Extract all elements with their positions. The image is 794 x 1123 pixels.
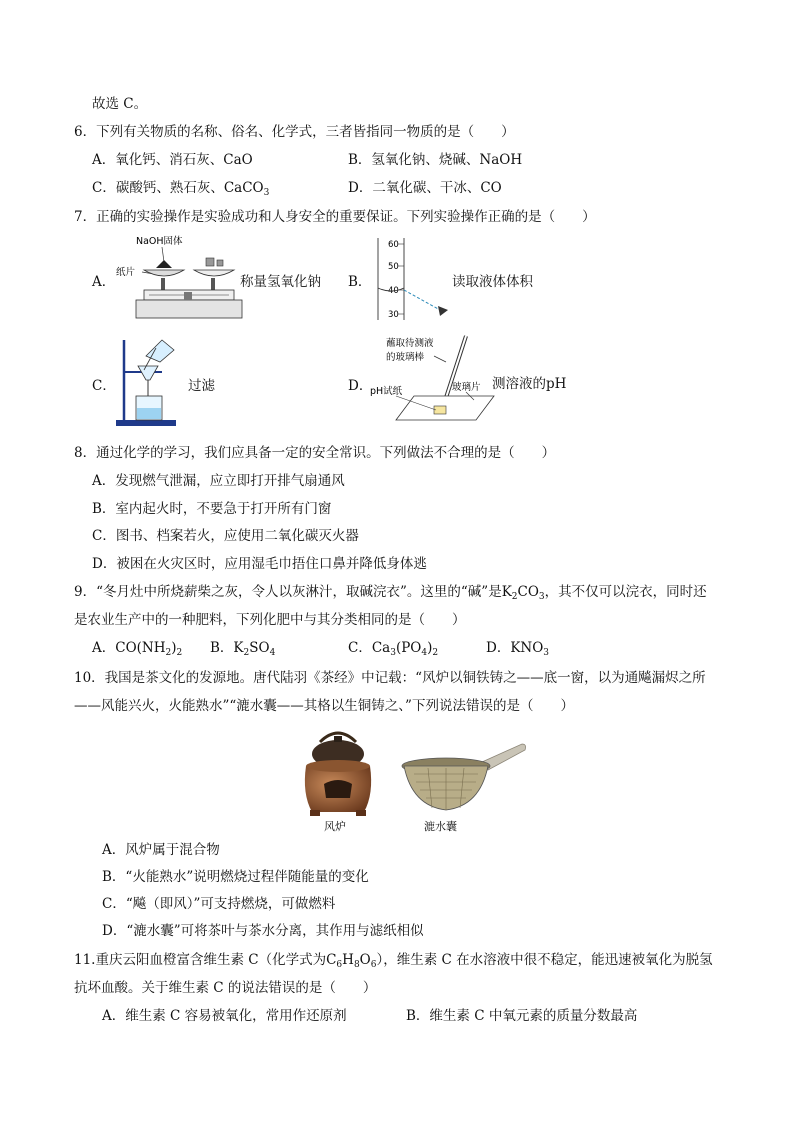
- q6-option-a: A．氧化钙、消石灰、CaO: [92, 152, 253, 168]
- q9-option-d: D．$KNO_3$: [486, 640, 550, 658]
- filtration-figure: [112, 336, 182, 428]
- glass-slide-label: 玻璃片: [452, 382, 481, 393]
- intro-text: 故选 C。: [92, 96, 148, 112]
- q9-stem-line1: 9．“冬月灶中所烧薪柴之灰，令人以灰淋汁，取碱浣衣”。这里的“碱”是$K_2CO_3$，其不仅可以浣衣，同时还: [74, 584, 707, 602]
- tick-30: 30: [388, 310, 399, 320]
- caption-wind-stove: 风炉: [324, 820, 346, 833]
- q7-option-c-desc: 过滤: [188, 378, 215, 394]
- eye-icon: [438, 306, 448, 316]
- q7-option-b-label: B．: [348, 274, 372, 290]
- q10-option-c: C．“飚（即风）”可支持燃烧，可做燃料: [102, 896, 336, 912]
- strainer-image: [398, 740, 528, 814]
- q9-option-c: C．$Ca_3(PO_4)_2$: [348, 640, 439, 658]
- rod-label-line1: 蘸取待测液: [386, 338, 434, 349]
- q7-option-a-desc: 称量氢氧化钠: [240, 274, 321, 290]
- q10-stem-line1: 10．我国是茶文化的发源地。唐代陆羽《茶经》中记载：“风炉以铜铁铸之——底一窗，以为通飚漏烬之所: [74, 670, 706, 686]
- rod-label-line2: 的玻璃棒: [386, 352, 425, 363]
- q11-option-a: A．维生素 C 容易被氧化，常用作还原剂: [102, 1008, 347, 1024]
- q7-option-a-label: A．: [92, 274, 116, 290]
- caption-strainer: 漉水囊: [424, 820, 457, 833]
- q6-option-c: C．碳酸钙、熟石灰、CaCO$_3$: [92, 180, 270, 198]
- q7-stem: 7．正确的实验操作是实验成功和人身安全的重要保证。下列实验操作正确的是（ ）: [74, 209, 596, 225]
- q8-stem: 8．通过化学的学习，我们应具备一定的安全常识。下列做法不合理的是（ ）: [74, 445, 556, 461]
- q11-option-b: B．维生素 C 中氧元素的质量分数最高: [406, 1008, 638, 1024]
- graduated-cylinder-figure: [368, 236, 458, 322]
- tick-60: 60: [388, 240, 399, 250]
- q7-option-b-desc: 读取液体体积: [452, 274, 533, 290]
- naoh-solid-label: NaOH固体: [136, 236, 183, 247]
- paper-label: 纸片: [116, 267, 136, 278]
- q10-option-d: D．“漉水囊”可将茶叶与茶水分离，其作用与滤纸相似: [102, 923, 424, 939]
- q6-stem: 6．下列有关物质的名称、俗名、化学式，三者皆指同一物质的是（ ）: [74, 124, 515, 140]
- tick-50: 50: [388, 262, 399, 272]
- ph-paper-label: pH试纸: [370, 386, 403, 397]
- q11-stem-line2: 抗坏血酸。关于维生素 C 的说法错误的是（ ）: [74, 980, 377, 996]
- q8-option-d: D．被困在火灾区时，应用湿毛巾捂住口鼻并降低身体逃: [92, 556, 427, 572]
- q10-option-a: A．风炉属于混合物: [102, 842, 220, 858]
- q7-option-d-label: D．: [348, 378, 373, 394]
- q8-option-c: C．图书、档案若火，应使用二氧化碳灭火器: [92, 528, 359, 544]
- q6-option-d: D．二氧化碳、干冰、CO: [348, 180, 502, 196]
- q6-option-b: B．氢氧化钠、烧碱、NaOH: [348, 152, 523, 168]
- q7-option-d-desc: 测溶液的pH: [492, 376, 567, 392]
- q9-stem-line2: 是农业生产中的一种肥料，下列化肥中与其分类相同的是（ ）: [74, 612, 466, 628]
- q11-stem-line1: 11.重庆云阳血橙富含维生素 C（化学式为$C_6H_8O_6$），维生素 C 在水溶液中很不稳定，能迅速被氧化为脱氢: [74, 952, 713, 970]
- q7-option-c-label: C．: [92, 378, 116, 394]
- balance-scale-figure: [114, 230, 244, 325]
- ph-test-figure: [366, 334, 506, 424]
- tick-40: 40: [388, 286, 399, 296]
- q9-option-a: A．$CO(NH_2)_2$: [92, 640, 183, 658]
- q9-option-b: B．$K_2SO_4$: [210, 640, 276, 658]
- q8-option-b: B．室内起火时，不要急于打开所有门窗: [92, 501, 332, 517]
- q8-option-a: A．发现燃气泄漏，应立即打开排气扇通风: [92, 473, 345, 489]
- wind-stove-image: [292, 724, 384, 816]
- q10-option-b: B．“火能熟水”说明燃烧过程伴随能量的变化: [102, 869, 369, 885]
- q10-stem-line2: ——风能兴火，火能熟水”“漉水囊——其格以生铜铸之、”下列说法错误的是（ ）: [74, 698, 574, 714]
